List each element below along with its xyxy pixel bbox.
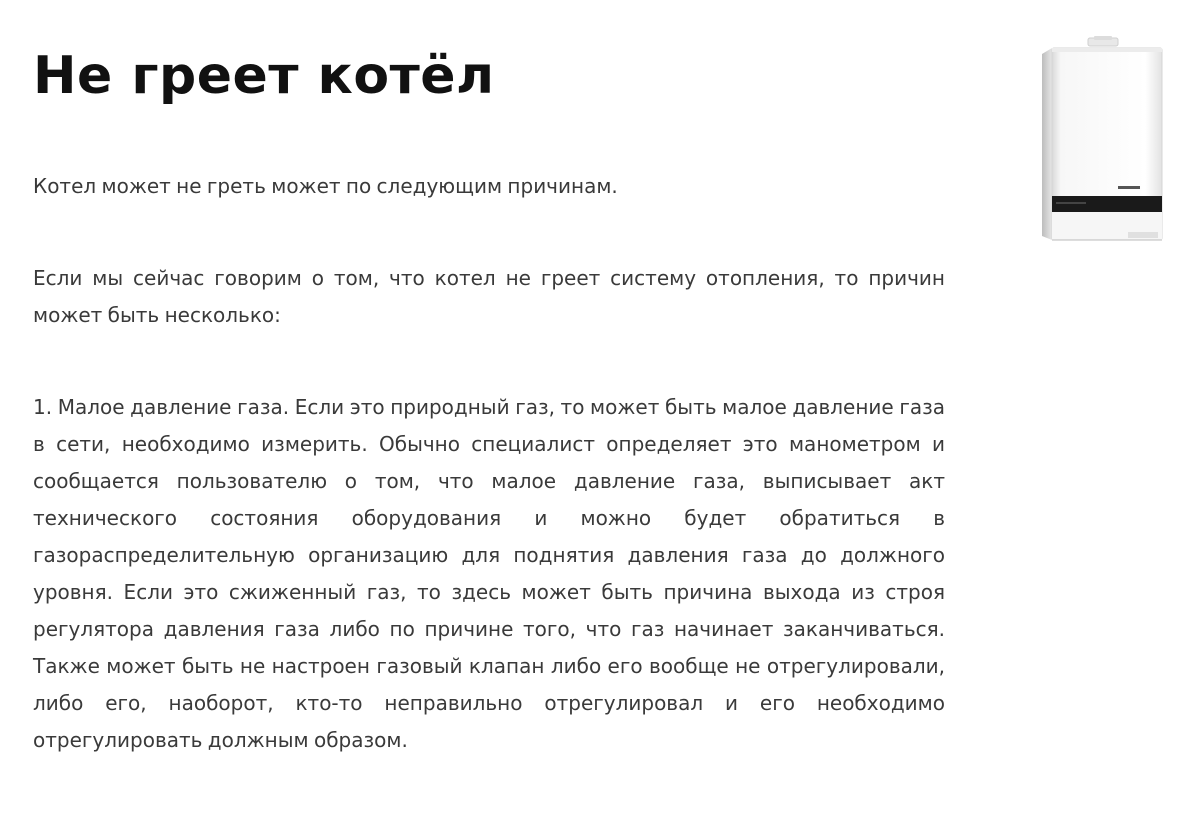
article <box>33 36 945 759</box>
intro-paragraph: Котел может не греть может по следующим причинам. <box>33 174 618 198</box>
cause-item-1: 1. Малое давление газа. Если это природный газ, то может быть малое давление газа в сети, необходимо измерить. Обычно специалист определяет это манометром и сообщается пользователю о том, что малое давление газа, выписывает акт технического состояния оборудования и можно будет обратиться в газораспределительную организацию для поднятия давления газа до должного уровня. Если это сжиженный газ, то здесь может быть причина выхода из строя регулятора давления газа либо по причине того, что газ начинает заканчиваться. Также может быть не настроен газовый клапан либо его вообще не отрегулировали, либо его, наоборот, кто-то неправильно отрегулировал и его необходимо отрегулировать должным образом. <box>33 395 945 752</box>
page-title: Не греет котёл <box>33 46 495 106</box>
gas-boiler-image <box>1038 36 1166 246</box>
causes-paragraph: Если мы сейчас говорим о том, что котел не греет систему отопления, то причин может быть несколько: <box>33 266 945 327</box>
